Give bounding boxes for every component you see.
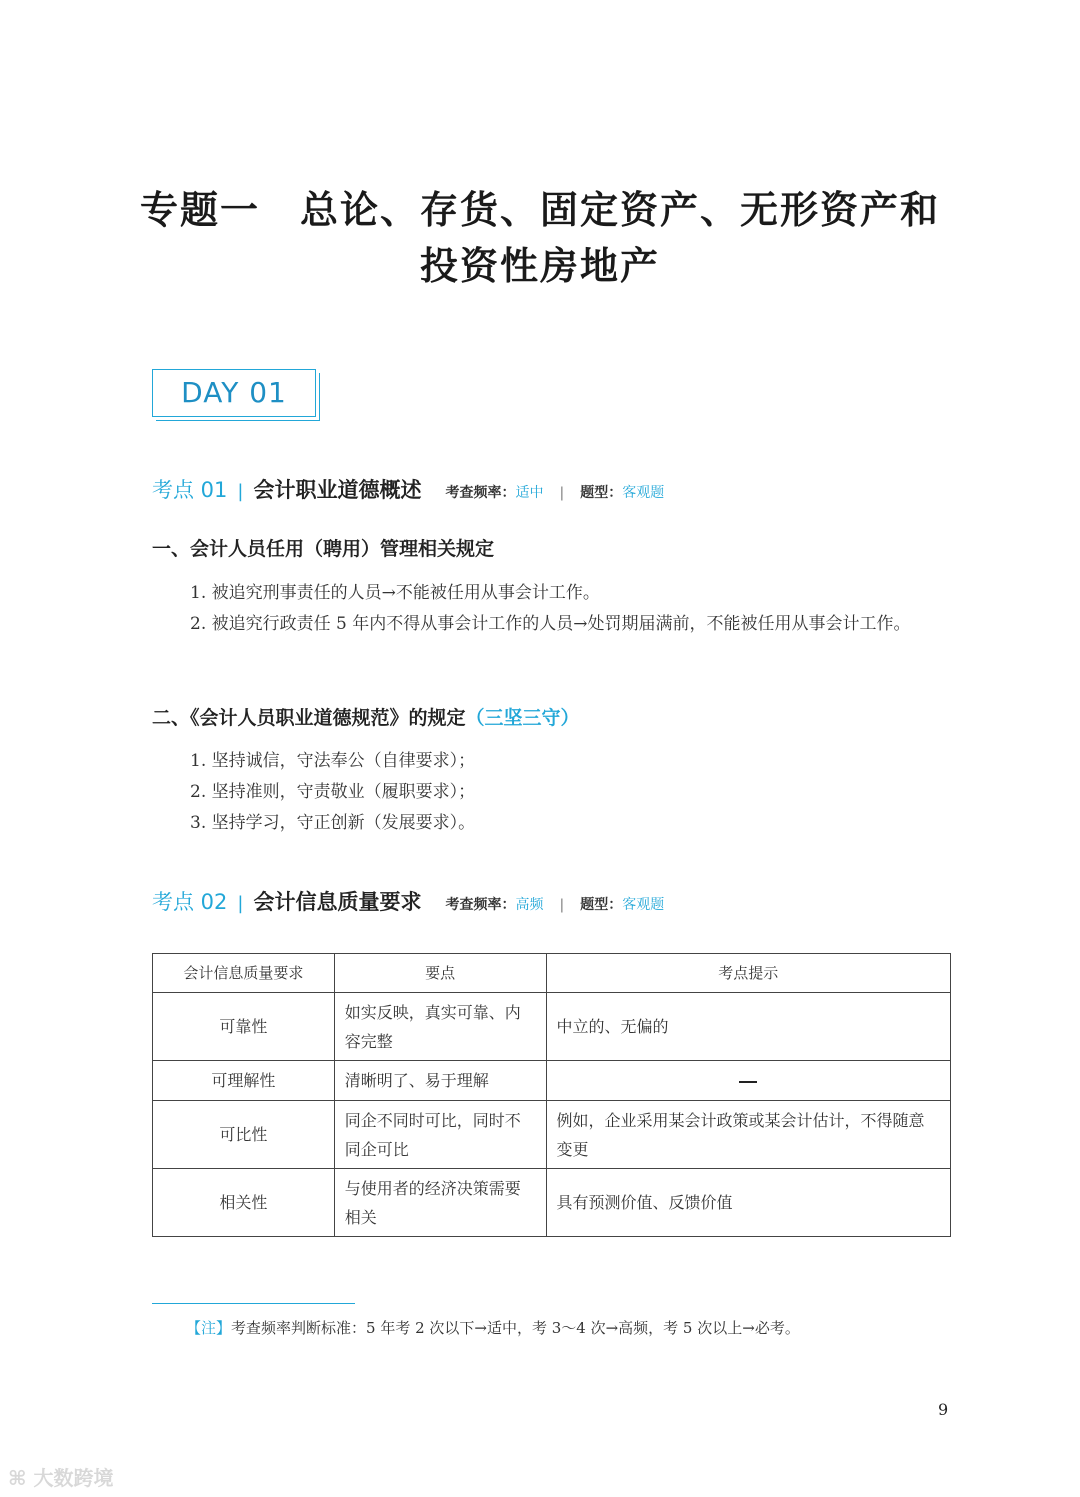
table-cell-requirement: 可比性 [153,1101,335,1169]
section-2-heading-accent: （三坚三守） [465,707,580,729]
key-point-number: 考点 02 [152,890,228,914]
frequency-label: 考查频率： [445,485,516,501]
question-type-label: 题型： [580,897,623,913]
frequency-label: 考查频率： [445,897,516,913]
table-cell-key-point: 同企不同时可比，同时不同企可比 [334,1101,546,1169]
table-cell-hint: 具有预测价值、反馈价值 [546,1169,950,1237]
meta-separator: | [559,485,565,501]
chapter-title-line1: 总论、存货、固定资产、无形资产和 [300,187,941,232]
chapter-title [0,182,1080,294]
table-cell-key-point: 如实反映，真实可靠、内容完整 [334,993,546,1061]
quality-requirements-table [152,953,951,1237]
footnote-text: 考查频率判断标准：5 年考 2 次以下→适中，考 3～4 次→高频，考 5 次以上→必考。 [231,1319,800,1337]
table-cell-key-point: 与使用者的经济决策需要相关 [334,1169,546,1237]
key-point-title: 会计职业道德概述 [253,478,422,502]
question-type-value: 客观题 [622,485,665,501]
table-header-cell: 考点提示 [546,954,950,993]
key-point-meta [445,894,664,914]
key-point-separator: | [237,893,244,914]
key-point-separator: | [237,481,244,502]
section-1-body [152,578,952,640]
chapter-prefix: 专题一 [139,187,260,232]
section-1-heading: 一、会计人员任用（聘用）管理相关规定 [152,538,495,560]
table-cell-hint [546,1061,950,1101]
key-point-title: 会计信息质量要求 [253,890,422,914]
table-cell-requirement: 相关性 [153,1169,335,1237]
watermark-logo-icon: ⌘ [8,1466,27,1490]
watermark-text: 大数跨境 [33,1466,114,1490]
table-header-row [153,954,951,993]
frequency-value: 高频 [515,897,544,913]
table-header-cell: 会计信息质量要求 [153,954,335,993]
table-cell-hint: 中立的、无偏的 [546,993,950,1061]
table-row [153,1169,951,1237]
footnote [186,1317,800,1338]
table-header-cell: 要点 [334,954,546,993]
table-cell-requirement: 可靠性 [153,993,335,1061]
meta-separator: | [559,897,565,913]
key-point-02-header [152,886,664,920]
day-badge: DAY 01 [152,369,316,417]
section-2-body [152,746,952,839]
section-1-item-1: 1. 被追究刑事责任的人员→不能被任用从事会计工作。 [190,583,600,603]
section-2-heading [152,703,580,730]
question-type-value: 客观题 [622,897,665,913]
section-2-item-1: 1. 坚持诚信，守法奉公（自律要求）； [190,751,476,771]
table-cell-key-point: 清晰明了、易于理解 [334,1061,546,1101]
watermark [8,1462,114,1491]
footnote-rule [152,1303,355,1304]
chapter-title-line2: 投资性房地产 [419,243,660,288]
section-2-item-3: 3. 坚持学习，守正创新（发展要求）。 [190,813,476,833]
table-row [153,993,951,1061]
key-point-number: 考点 01 [152,478,228,502]
table-row [153,1061,951,1101]
key-point-01-header [152,474,664,508]
page-number: 9 [938,1400,949,1419]
dash-mark [739,1081,757,1083]
footnote-tag: 【注】 [186,1319,232,1337]
frequency-value: 适中 [515,485,544,501]
table-row [153,1101,951,1169]
key-point-meta [445,482,664,502]
section-2-heading-text: 二、《会计人员职业道德规范》的规定 [152,707,466,729]
table-cell-requirement: 可理解性 [153,1061,335,1101]
section-2-item-2: 2. 坚持准则，守责敬业（履职要求）； [190,782,476,802]
section-1-item-2: 2. 被追究行政责任 5 年内不得从事会计工作的人员→处罚期届满前，不能被任用从事会计工作。 [190,614,911,634]
table-cell-hint: 例如，企业采用某会计政策或某会计估计，不得随意变更 [546,1101,950,1169]
question-type-label: 题型： [580,485,623,501]
